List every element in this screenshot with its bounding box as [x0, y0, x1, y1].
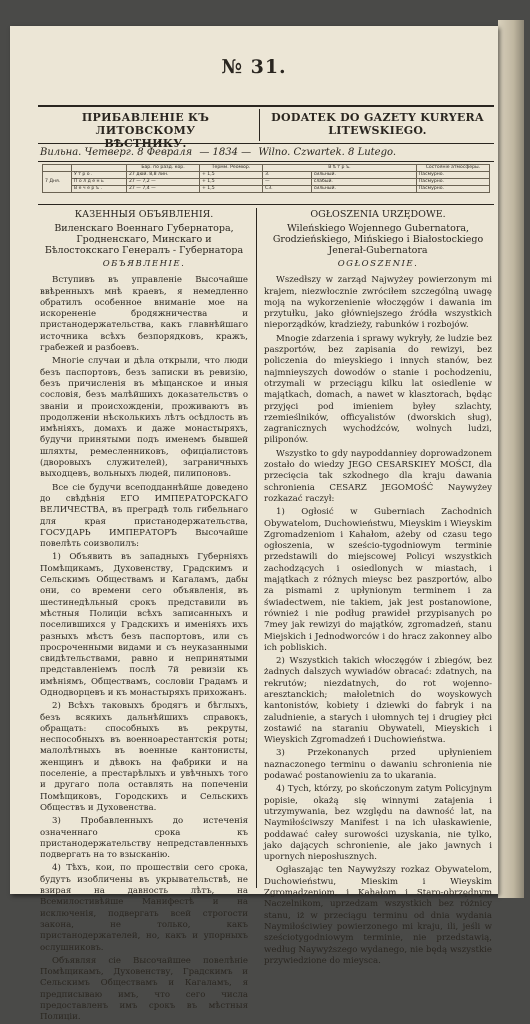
weather-cell: Пасмурно. [416, 179, 489, 186]
russian-paragraph: 4) Тѣхъ, кои, по прошествіи сего срока, будутъ изобличены въ укрывательствѣ, не взирая на давность лѣтъ, на Всемилостивѣйше Манифестѣ и на исключенія, подвергать всей строгости закона, не только, какъ пристанодержателей, но, какъ и упорныхъ ослушниковъ. [40, 863, 248, 953]
russian-paragraph: 1) Объявить въ западныхъ Губерніяхъ Помѣщикамъ, Духовенству, Градскимъ и Сельскимъ Обществамъ и Кагаламъ, дабы они, со времени сего объявленія, въ шестинедѣльный срокъ представили въ мѣстныя Полиціи всѣхъ записанныхъ и поселившихся у Градскихъ и именіяхъ ихъ разныхъ мѣстъ безъ паспортовъ, или съ просроченными видами и съ неуказанными свидѣтельствами, равно и непринятыми представленіемъ послѣ 7й ревизіи къ имѣніямъ, Обществамъ, сословіи Градамъ и Однодворцевъ и къ монастыряхъ прихожанъ. [40, 552, 248, 698]
weather-cell: + 1,5 [200, 179, 263, 186]
russian-paragraph: 3) Пробавленныхъ до истеченія означеннаго срока къ пристанодержательству непредставленныхъ подвергать на то взысканію. [40, 816, 248, 861]
masthead-divider [259, 109, 260, 141]
polish-paragraph: Mnogie zdarzenia i sprawy wykryły, że ludzie bez paszportów, bez zapisania do rewizyi, bez policzenia do mieyskiego i innych stanów, bez najmnieyszych dowodów o stanie i pochodzeniu, otrzymali w przeciągu kilku lat osiedlenie w majątkach, domach, a nawet w klasztorach, będąc przyjęci pod imieniem byłey szlachty, rzemieślników, officyalistów (dworskich sług), zagranicznych wychodźców, wolnych ludzi, piliponów. [264, 333, 492, 446]
masthead-polish [265, 111, 490, 137]
polish-paragraph: 1) Ogłosić w Guberniach Zachodnich Obywatelom, Duchowieństwu, Mieyskim i Wieyskim Zgromadzeniom i Kahałom, ażeby od czasu tego ogłoszenia, w sześcio-tygodniowym terminie przedstawili do miejscowej Policyi wszystkich zachodzących i osiedlonych w miastach, i majątkach z różnych mieysc bez paszportów, albo za pismami z upłynionym terminem i za świadectwem, nie takiem, jak jest postanowione, również i nie podług prawideł przypisanych po 7mey jak rewizyi do majątków, zgromadzeń, stanu Miejskich i Jednodworców i do hracz zakonney albo ich pobliskich. [264, 507, 492, 653]
weather-cell: Пасмурно. [416, 186, 489, 193]
weather-cell: сильный. [311, 172, 416, 179]
russian-section-heading: КАЗЕННЫЯ ОБЪЯВЛЕНІЯ. [74, 209, 214, 220]
weather-cell: В е ч е р ъ . [72, 186, 127, 193]
polish-column [264, 208, 492, 966]
dateline-year: — 1834 — [199, 147, 252, 158]
dateline-bottom-rule [38, 161, 494, 162]
dateline-russian: Вильна. Четверг. 8 Февраля [40, 147, 193, 158]
polish-announcement-title: OGŁOSZENIE. [337, 259, 419, 269]
weather-row-noon [43, 179, 490, 186]
weather-cell: — [263, 179, 312, 186]
masthead-polish-line1: DODATEK DO GAZETY KURYERA [271, 111, 484, 124]
polish-paragraph: Ogłaszając ten Naywyższy rozkaz Obywatelom, Duchowieństwu, Mieskim i Wieyskim Zgromadzeniom, i Kahałom i Staro-obrzędnym Naczelnikom, uprzedzam wszystkich bez różnicy stanu, iż w przeciągu terminu od dnia wydania Naymiłościwiey powierzonego mi kraju, ili, jeśli w sześciotygodniowym terminie, nie przedstawią, według Naywyższego wydanego, nie będą wszystkie przywiedzione do mieysca. [264, 865, 492, 966]
weather-row-morning [43, 172, 490, 179]
russian-column [40, 208, 248, 1023]
weather-day-label: 7 Дня. [43, 172, 72, 193]
weather-table [42, 164, 490, 193]
weather-header-0 [43, 165, 72, 172]
weather-cell: П о л д е н ь [72, 179, 127, 186]
issue-number: № 31. [221, 56, 287, 78]
weather-header-1 [72, 165, 127, 172]
weather-cell: Пасмурно. [416, 172, 489, 179]
russian-paragraph: Вступивъ въ управленіе Высочайше ввѣренныхъ мнѣ краевъ, я немедленно обратилъ особенное вниманіе мое на искорененіе бродяжничества и пристанодержательства, какъ главнѣйшаго источника всѣхъ безпорядковъ, кражъ, грабежей и разбоевъ. [40, 275, 248, 354]
russian-paragraph: Объявляя сіе Высочайшее повелѣніе Помѣщикамъ, Духовенству, Градскимъ и Сельскимъ Обществамъ и Кагаламъ, я предписываю имъ, что сего числа предоставленъ имъ срокъ въ мѣстныя Полиціи. [40, 955, 248, 1023]
polish-paragraph: 2) Wszystkich takich włoczęgów i zbiegów, bez żadnych dalszych wywiadów obracać: zdatnych, na rekrutów; niezdatnych, do rot wojenno-aresztanckich; małoletnich do woyskowych kantonistów, kobiety i dziewki do fabryk i na zaludnienie, a starych i ułomnych tej i drugiey płci zostawić na staraniu Obywateli, Mieyskich i Wieyskich Zgromadzeń i Duchowieństwa. [264, 656, 492, 746]
weather-header-row [43, 165, 490, 172]
masthead-polish-line2: LITEWSKIEGO. [328, 124, 427, 137]
table-bottom-rule [38, 204, 494, 205]
newspaper-page [10, 26, 498, 1023]
column-divider [256, 208, 257, 888]
masthead-russian [38, 111, 253, 150]
weather-header-2: Бар. по разд. кор. [127, 165, 200, 172]
weather-cell: + 1,5 [200, 172, 263, 179]
weather-header-3: Термм. Реомюр. [200, 165, 263, 172]
polish-authority-heading: Wileńskiego Wojennego Gubernatora, Grodzieńskiego, Mińskiego i Białostockiego Jenerał-Gubernatora [272, 223, 484, 256]
weather-cell: З. [263, 172, 312, 179]
weather-cell: 27 — 7,2 — [127, 179, 200, 186]
dateline [40, 147, 492, 158]
binding-spine [498, 20, 524, 898]
weather-cell: СЗ. [263, 186, 312, 193]
polish-section-heading: OGŁOSZENIA URZĘDOWE. [310, 209, 446, 220]
polish-paragraph: 4) Tych, którzy, po skończonym zatym Policyjnym popisie, okażą się winnymi zatajenia i utrzymywania, bez względu na dawność lat, na Naymiłościwszy Manifest i na ich ułaskawienie, poddawać całey surowości uzyskania, nie tylko, jako dających schronienie, ale jako jawnych i upornych nieposłusznych. [264, 784, 492, 863]
polish-paragraph: 3) Przekonanych przed upłynieniem naznaczonego terminu o dawaniu schronienia nie podawać postanowieniu za to ukarania. [264, 748, 492, 782]
weather-cell: У т р о . [72, 172, 127, 179]
russian-announcement-title: ОБЪЯВЛЕНІЕ. [102, 259, 186, 269]
dateline-polish: Wilno. Czwartek. 8 Lutego. [258, 147, 397, 158]
polish-paragraph: Wszedłszy w zarząd Najwyżey powierzonym mi krajem, niezwłocznie zwróciłem szczególną uwagę moją na wykorzenienie włoczęgów i dawania im przytułku, jako główniejszego źródła wszystkich nieporządków, kradzieży, rabunków i rozbojów. [264, 275, 492, 331]
masthead-russian-line2: ВѢСТНИКУ. [104, 137, 187, 150]
russian-paragraph: Многіе случаи и дѣла открыли, что люди безъ паспортовъ, безъ записки въ ревизію, безъ причисленія въ мѣщанское и иныя сословія, безъ малѣйшихъ доказательствъ о званіи и происхожденіи, проживаютъ въ продолженіи нѣсколькихъ лѣтъ осѣдлость въ имѣніяхъ, домахъ и даже монастыряхъ, будучи принятыми подъ именемъ бывшей шляхты, ремесленниковъ, офиціалистовъ (дворовыхъ служителей), заграничныхъ выходцевъ, вольныхъ людей, пилипоновъ. [40, 356, 248, 480]
weather-cell: слабый. [311, 179, 416, 186]
weather-cell: 27 дюй. 8,8 лин. [127, 172, 200, 179]
weather-cell: 27 — 7,4 — [127, 186, 200, 193]
weather-cell: сильный. [311, 186, 416, 193]
weather-cell: + 1,5 [200, 186, 263, 193]
masthead-top-rule [38, 105, 494, 107]
russian-authority-heading: Виленскаго Военнаго Губернатора, Гродненскаго, Минскаго и Бѣлостокскаго Генералъ - Губернатора [44, 223, 244, 256]
russian-paragraph: Все сіе будучи всеподданнѣйше доведено до свѣдѣнія ЕГО ИМПЕРАТОРСКАГО ВЕЛИЧЕСТВА, въ преградѣ толь гибельнаго для края пристанодержательства, ГОСУДАРЬ ИМПЕРАТОРЪ Высочайше повелѣть соизволилъ: [40, 482, 248, 550]
weather-header-4: В ѣ т р ъ. [263, 165, 417, 172]
russian-paragraph: 2) Всѣхъ таковыхъ бродягъ и бѣглыхъ, безъ всякихъ дальнѣйшихъ справокъ, обращать: способныхъ въ рекруты, неспособныхъ въ военноарестантскія роты; малолѣтныхъ въ военные кантонисты, женщинъ и дѣвокъ на фабрики и на поселеніе, а престарѣлыхъ и увѣчныхъ того и другаго пола оставлять на попеченіи Помѣщиковъ, Городскихъ и Сельскихъ Обществъ и Духовенства. [40, 701, 248, 813]
weather-row-evening [43, 186, 490, 193]
polish-paragraph: Wszystko to gdy naypoddanniey doprowadzonem zostało do wiedzy JEGO CESARSKIEY MOŚCI, dla przecięcia tak szkodnego dla kraju dawania schronienia CESARZ JEGOMOŚĆ Naywyżey rozkazać raczył: [264, 448, 492, 504]
weather-header-5: Состояніе атмосферы. [416, 165, 489, 172]
masthead-mid-rule [38, 143, 494, 144]
masthead-russian-line1: ПРИБАВЛЕНІЕ КЪ ЛИТОВСКОМУ [81, 111, 210, 137]
